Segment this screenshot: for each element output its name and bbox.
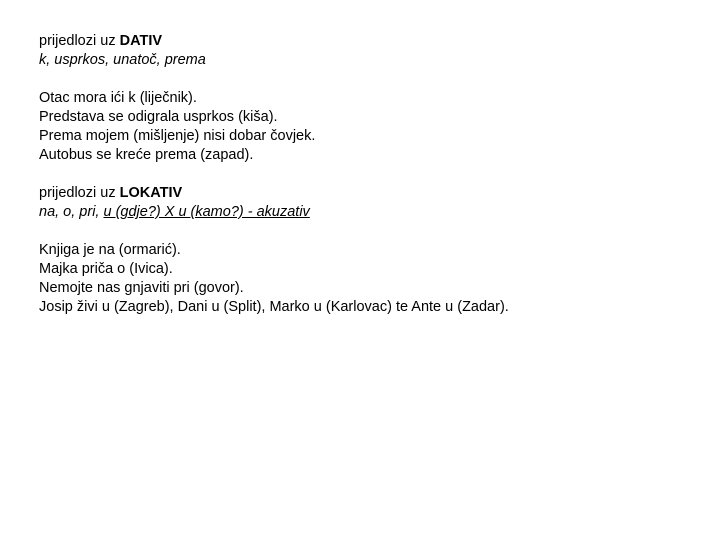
- dative-section: [39, 32, 699, 165]
- dative-sentence-3: Prema mojem (mišljenje) nisi dobar čovjek.: [39, 128, 316, 144]
- dative-case-name: DATIV: [119, 33, 163, 49]
- dative-sentence-4: Autobus se kreće prema (zapad).: [39, 147, 254, 163]
- dative-heading-prefix: prijedlozi uz: [39, 33, 120, 49]
- locative-sentence-3: Nemojte nas gnjaviti pri (govor).: [39, 280, 244, 296]
- dative-sentence-2: Predstava se odigrala usprkos (kiša).: [39, 109, 278, 125]
- locative-sentence-2: Majka priča o (Ivica).: [39, 261, 173, 277]
- locative-section: [39, 184, 699, 317]
- locative-heading-prefix: prijedlozi uz: [39, 185, 120, 201]
- document-body: [39, 32, 699, 317]
- locative-case-name: LOKATIV: [119, 185, 183, 201]
- spacer: [39, 70, 699, 89]
- locative-prepositions: [39, 203, 699, 222]
- spacer: [39, 165, 699, 184]
- dative-prepositions: k, usprkos, unatoč, prema: [39, 52, 206, 68]
- locative-heading: [39, 184, 699, 203]
- locative-prepositions-plain: na, o, pri,: [39, 204, 104, 220]
- spacer: [39, 222, 699, 241]
- locative-sentence-1: Knjiga je na (ormarić).: [39, 242, 181, 258]
- locative-u-note: u (gdje?) X u (kamo?) - akuzativ: [103, 204, 310, 220]
- dative-heading: [39, 32, 699, 51]
- locative-sentence-4: Josip živi u (Zagreb), Dani u (Split), Marko u (Karlovac) te Ante u (Zadar).: [39, 299, 509, 315]
- dative-sentence-1: Otac mora ići k (liječnik).: [39, 90, 197, 106]
